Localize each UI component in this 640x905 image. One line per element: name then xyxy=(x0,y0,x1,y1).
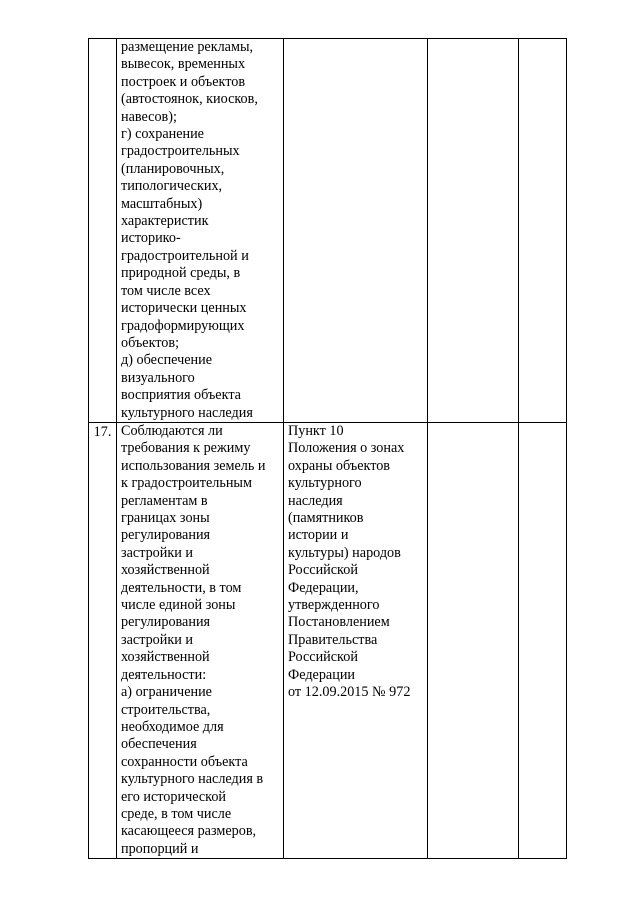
note-cell xyxy=(519,423,567,859)
answer-cell xyxy=(428,423,519,859)
answer-cell xyxy=(428,39,519,423)
legal-basis-text: Пункт 10 Положения о зонах охраны объектов культурного наследия (памятников истории и культуры) народов Российской Федерации, утвержденного Постановлением Правительства Российской Федерации от 12.09.2015 № 972 xyxy=(288,423,411,701)
row-number: 17. xyxy=(93,424,112,440)
legal-basis-cell xyxy=(284,39,428,423)
legal-basis-cell xyxy=(284,423,428,859)
question-text: Соблюдаются ли требования к режиму использования земель и к градостроительным регламентам в границах зоны регулирования застройки и хозяйственной деятельности, в том числе единой зоны регулирования застройки и хозяйственной деятельности: а) ограничение строительства, необходимое для обеспечения сохранности объекта культурного наследия в его исторической среде, в том числе касающееся размеров, пропорций и xyxy=(121,423,266,857)
row-number-cell xyxy=(89,423,117,859)
row-number-cell xyxy=(89,39,117,423)
note-cell xyxy=(519,39,567,423)
table-row xyxy=(89,423,567,859)
table-row xyxy=(89,39,567,423)
question-text: размещение рекламы, вывесок, временных построек и объектов (автостоянок, киосков, навесов); г) сохранение градостроительных (планировочных, типологических, масштабных) характеристик историко- градостроительной и природной среды, в том числе всех исторически ценных градоформирующих объектов; д) обеспечение визуального восприятия объекта культурного наследия xyxy=(121,39,258,421)
question-cell xyxy=(117,39,284,423)
checklist-table xyxy=(88,38,567,859)
question-cell xyxy=(117,423,284,859)
